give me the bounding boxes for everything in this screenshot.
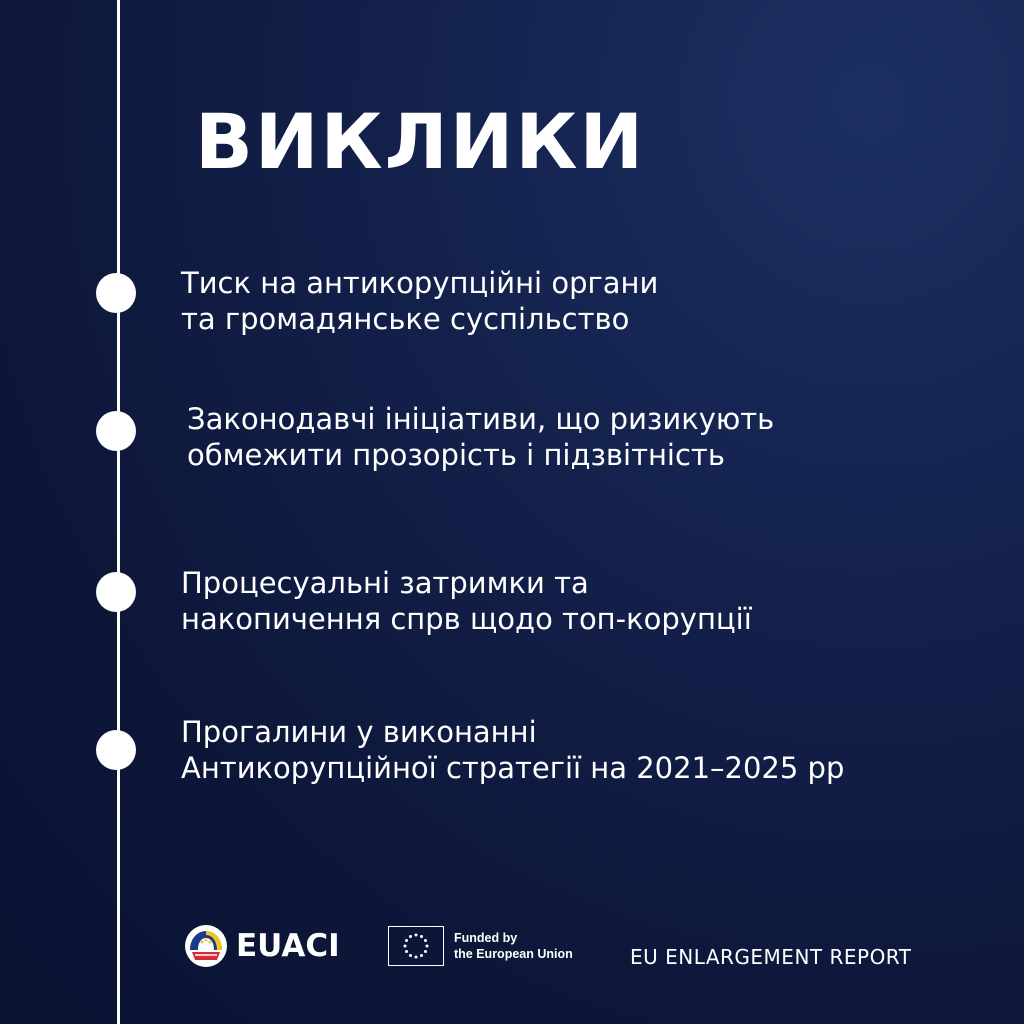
challenge-item-line: Прогалини у виконанні <box>181 715 537 749</box>
timeline-line <box>117 0 120 1024</box>
timeline-dot <box>96 411 136 451</box>
euaci-emblem-icon <box>184 924 228 968</box>
euaci-label: EUACI <box>236 928 340 964</box>
eu-funding-logo <box>388 926 573 966</box>
eu-funding-line: Funded by <box>454 931 518 945</box>
challenge-item-line: накопичення спрв щодо топ-корупції <box>181 602 752 636</box>
euaci-logo <box>184 924 340 968</box>
challenge-item <box>187 401 774 473</box>
challenge-item-line: Тиск на антикорупційні органи <box>181 266 659 300</box>
challenge-item <box>181 714 844 786</box>
challenge-item-line: Процесуальні затримки та <box>181 566 589 600</box>
challenge-item-line: та громадянське суспільство <box>181 302 630 336</box>
timeline-dot <box>96 730 136 770</box>
timeline-dot <box>96 572 136 612</box>
report-label: EU ENLARGEMENT REPORT <box>630 945 912 969</box>
challenge-item <box>181 565 752 637</box>
challenge-item <box>181 265 658 337</box>
challenge-item-line: Законодавчі ініціативи, що ризикують <box>187 402 775 436</box>
challenge-item-line: обмежити прозорість і підзвітність <box>187 438 725 472</box>
eu-funding-line: the European Union <box>454 947 573 961</box>
eu-flag-icon <box>388 926 444 966</box>
eu-funding-text <box>454 930 573 962</box>
page-title: ВИКЛИКИ <box>195 97 646 186</box>
timeline-dot <box>96 273 136 313</box>
challenge-item-line: Антикорупційної стратегії на 2021–2025 рр <box>181 751 845 785</box>
